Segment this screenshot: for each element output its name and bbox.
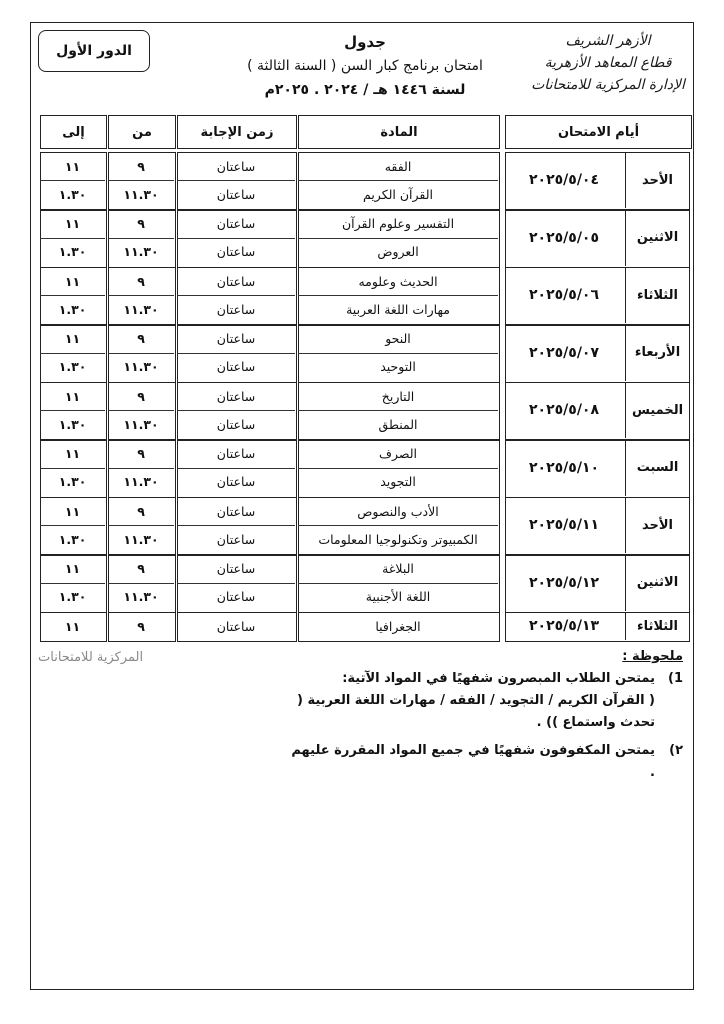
start-time: ٩ — [137, 216, 145, 231]
start-time: ٩ — [137, 273, 145, 289]
exam-date: ٢٠٢٥/٥/١٠ — [528, 459, 600, 476]
end-time: ١١ — [64, 388, 81, 404]
exam-subject: الكمبيوتر وتكنولوجيا المعلومات — [318, 531, 478, 547]
exam-date: ٢٠٢٥/٥/٠٥ — [528, 229, 600, 246]
exam-day: الخميس — [631, 402, 684, 418]
exam-subject: التاريخ — [381, 388, 415, 404]
exam-duration: ساعتان — [216, 273, 256, 289]
exam-duration: ساعتان — [216, 388, 256, 404]
exam-duration: ساعتان — [216, 503, 256, 519]
exam-day-group — [40, 497, 690, 553]
end-time: ١١ — [64, 216, 81, 231]
end-time: ١١ — [64, 158, 81, 174]
start-time: ١١.٣٠ — [123, 589, 159, 604]
header-exam-days: أيام الامتحان — [505, 115, 692, 149]
exam-duration: ساعتان — [216, 474, 256, 489]
exam-date: ٢٠٢٥/٥/٠٧ — [528, 344, 600, 361]
start-time: ١١.٣٠ — [123, 474, 159, 489]
exam-day: الاثنين — [636, 575, 679, 590]
watermark: المركزية للامتحانات — [38, 650, 144, 665]
exam-duration: ساعتان — [216, 244, 256, 259]
start-time: ٩ — [137, 331, 145, 346]
page-subtitle: امتحان برنامج كبار السن ( السنة الثالثة ) — [247, 58, 483, 74]
exam-duration: ساعتان — [216, 301, 256, 317]
notes-section — [290, 646, 683, 784]
end-time: ١.٣٠ — [58, 531, 87, 547]
start-time: ١١.٣٠ — [123, 531, 159, 547]
note-item — [290, 690, 683, 734]
note-number — [655, 690, 683, 734]
exam-subject: الصرف — [379, 446, 417, 461]
end-time: ١١ — [64, 503, 81, 519]
exam-day-group — [40, 382, 690, 438]
exam-subject: القرآن الكريم — [363, 186, 434, 202]
page-title: جدول — [344, 33, 386, 51]
exam-subject: اللغة الأجنبية — [365, 589, 431, 604]
start-time: ٩ — [137, 618, 145, 634]
end-time: ١١ — [64, 618, 81, 634]
exam-subject: التفسير وعلوم القرآن — [341, 216, 455, 231]
exam-duration: ساعتان — [216, 359, 256, 374]
exam-duration: ساعتان — [216, 446, 256, 461]
exam-subject: النحو — [385, 331, 411, 346]
exam-date: ٢٠٢٥/٥/٠٤ — [528, 172, 600, 188]
exam-day-group — [40, 325, 690, 381]
logo-line-2: قطاع المعاهد الأزهرية — [544, 55, 672, 71]
end-time: ١١ — [64, 273, 81, 289]
exam-duration: ساعتان — [216, 331, 256, 346]
end-time: ١.٣٠ — [58, 589, 87, 604]
end-time: ١.٣٠ — [58, 244, 87, 259]
exam-subject: الأدب والنصوص — [357, 503, 439, 519]
note-number: 1) — [668, 671, 683, 686]
exam-day-group — [40, 267, 690, 323]
end-time: ١١ — [64, 446, 81, 461]
exam-subject: التجويد — [380, 474, 416, 489]
start-time: ٩ — [137, 158, 145, 174]
exam-duration: ساعتان — [216, 416, 256, 432]
exam-day: الثلاثاء — [637, 618, 678, 634]
exam-day: الأربعاء — [634, 345, 681, 360]
logo-line-1: الأزهر الشريف — [565, 33, 651, 49]
end-time: ١.٣٠ — [58, 186, 87, 202]
end-time: ١.٣٠ — [58, 474, 87, 489]
header-duration: زمن الإجابة — [177, 115, 297, 149]
start-time: ٩ — [137, 503, 145, 519]
year-line: لسنة ١٤٤٦ هـ / ٢٠٢٤ . ٢٠٢٥م — [264, 82, 466, 98]
exam-day: السبت — [636, 460, 679, 475]
start-time: ٩ — [137, 388, 145, 404]
azhar-logo — [530, 30, 686, 108]
exam-duration: ساعتان — [216, 186, 256, 202]
exam-day-group — [40, 152, 690, 208]
exam-day: الثلاثاء — [637, 287, 678, 303]
exam-date: ٢٠٢٥/٥/٠٨ — [528, 402, 600, 418]
exam-day-group — [40, 440, 690, 496]
end-time: ١١ — [64, 561, 81, 576]
exam-day: الاثنين — [636, 230, 679, 245]
end-time: ١.٣٠ — [58, 359, 87, 374]
header-to: إلى — [40, 115, 107, 149]
exam-duration: ساعتان — [216, 589, 256, 604]
start-time: ١١.٣٠ — [123, 244, 159, 259]
note-text: يمتحن المكفوفون شفهيًا في جميع المواد المقررة عليهم . — [291, 743, 655, 780]
end-time: ١.٣٠ — [58, 301, 87, 317]
header-from: من — [108, 115, 176, 149]
end-time: ١.٣٠ — [58, 416, 87, 432]
start-time: ١١.٣٠ — [123, 301, 159, 317]
exam-duration: ساعتان — [216, 618, 256, 634]
exam-date: ٢٠٢٥/٥/١٣ — [528, 618, 600, 634]
exam-subject: مهارات اللغة العربية — [346, 301, 450, 317]
exam-date: ٢٠٢٥/٥/٠٦ — [528, 287, 600, 303]
start-time: ١١.٣٠ — [123, 416, 159, 432]
exam-day: الأحد — [642, 517, 674, 533]
exam-subject: الجغرافيا — [375, 618, 421, 634]
logo-line-3: الإدارة المركزية للامتحانات — [531, 77, 685, 93]
end-time: ١١ — [64, 331, 81, 346]
exam-subject: الفقه — [384, 158, 412, 174]
exam-subject: العروض — [377, 244, 419, 259]
start-time: ٩ — [137, 446, 145, 461]
exam-subject: المنطق — [378, 416, 418, 432]
exam-schedule-table — [40, 115, 690, 641]
exam-subject: البلاغة — [382, 561, 414, 576]
exam-date: ٢٠٢٥/٥/١٢ — [528, 574, 600, 591]
exam-duration: ساعتان — [216, 158, 256, 174]
note-item — [290, 740, 683, 784]
exam-date: ٢٠٢٥/٥/١١ — [528, 517, 600, 533]
document-title-block — [210, 30, 520, 102]
exam-day-group — [40, 555, 690, 611]
start-time: ١١.٣٠ — [123, 186, 159, 202]
exam-day-group — [40, 210, 690, 266]
note-number: ٢) — [669, 743, 683, 758]
round-badge: الدور الأول — [38, 30, 150, 72]
exam-duration: ساعتان — [216, 216, 256, 231]
exam-duration: ساعتان — [216, 561, 256, 576]
exam-duration: ساعتان — [216, 531, 256, 547]
start-time: ١١.٣٠ — [123, 359, 159, 374]
note-text: ( القرآن الكريم / التجويد / الفقه / مهارات اللغة العربية ( تحدث واستماع )) . — [296, 693, 655, 730]
exam-subject: التوحيد — [380, 359, 416, 374]
header-subject: المادة — [298, 115, 500, 149]
exam-day-group — [40, 612, 690, 640]
exam-day: الأحد — [642, 172, 674, 188]
note-item — [290, 668, 683, 690]
note-text: يمتحن الطلاب المبصرون شفهيًا في المواد الآتية: — [342, 671, 655, 686]
exam-subject: الحديث وعلومه — [358, 273, 438, 289]
start-time: ٩ — [137, 561, 145, 576]
notes-heading: ملحوظة : — [622, 649, 683, 664]
